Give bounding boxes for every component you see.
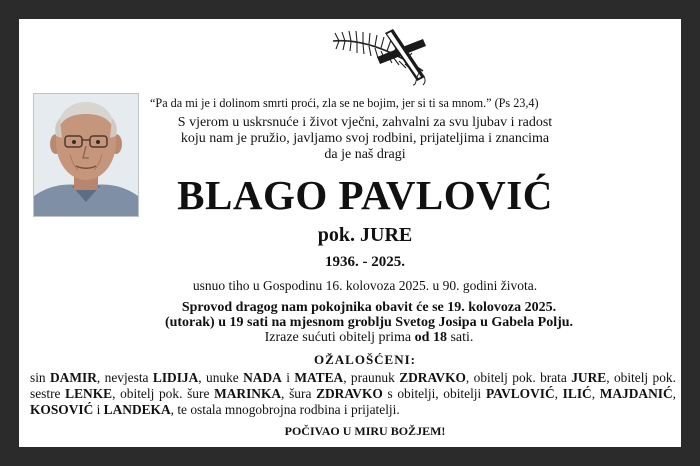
mourner-name: MATEA bbox=[294, 370, 344, 385]
mourner-name: KOSOVIĆ bbox=[30, 402, 94, 417]
bible-quote: “Pa da mi je i dolinom smrti proći, zla se ne bojim, jer si ti sa mnom.” (Ps 23,4) bbox=[150, 96, 539, 110]
intro-text bbox=[147, 115, 583, 163]
life-years: 1936. - 2025. bbox=[325, 254, 405, 270]
mourner-name: MARINKA bbox=[214, 386, 282, 401]
mourner-text: , unuke bbox=[198, 370, 244, 385]
mourner-name: NADA bbox=[243, 370, 282, 385]
mourner-text: , nevjesta bbox=[96, 370, 153, 385]
mourner-name: LANDEKA bbox=[103, 402, 171, 417]
mourner-name: MAJDANIĆ bbox=[599, 386, 673, 401]
condolence-text: sati. bbox=[446, 330, 474, 345]
mourner-text: i bbox=[93, 402, 104, 417]
funeral-info bbox=[89, 300, 649, 345]
funeral-text: (utorak) u bbox=[164, 315, 230, 330]
mourner-name: ZDRAVKO bbox=[316, 386, 383, 401]
intro-line: S vjerom u uskrsnuće i život vječni, zahvalni za svu ljubav i radost bbox=[177, 115, 553, 130]
mourner-name: ZDRAVKO bbox=[399, 370, 466, 385]
obituary-card bbox=[19, 19, 681, 447]
mourner-text: sin bbox=[30, 370, 51, 385]
funeral-time: 19 sati bbox=[229, 315, 268, 330]
deceased-photo bbox=[33, 93, 139, 217]
funeral-date: 19. kolovoza 2025. bbox=[447, 300, 557, 315]
mourner-text: , te ostala mnogobrojna rodbina i prijatelji. bbox=[170, 402, 400, 417]
condolence-time: od 18 bbox=[414, 330, 447, 345]
mourner-text: , praunuk bbox=[343, 370, 400, 385]
rest-in-peace: POČIVAO U MIRU BOŽJEM! bbox=[284, 424, 446, 438]
mourner-text: , šura bbox=[281, 386, 317, 401]
mourner-name: JURE bbox=[571, 370, 607, 385]
death-notice: usnuo tiho u Gospodinu 16. kolovoza 2025. u 90. godini života. bbox=[192, 278, 538, 293]
funeral-text: Sprovod dragog nam pokojnika obavit će se bbox=[181, 300, 448, 315]
funeral-line bbox=[89, 315, 649, 330]
mourner-text: , bbox=[554, 386, 563, 401]
mourner-name: ILIĆ bbox=[562, 386, 592, 401]
mourner-text: , obitelj pok. brata bbox=[465, 370, 572, 385]
mourner-text: , bbox=[591, 386, 600, 401]
mourner-text: s obitelji, obitelji bbox=[382, 386, 486, 401]
mourner-name: PAVLOVIĆ bbox=[485, 386, 555, 401]
mourner-name: LIDIJA bbox=[152, 370, 199, 385]
condolence-text: Izraze sućuti obitelj prima bbox=[264, 330, 415, 345]
mourner-text: , obitelj pok. šure bbox=[112, 386, 215, 401]
mourners-title: OŽALOŠĆENI: bbox=[313, 352, 417, 367]
mourner-name: LENKE bbox=[65, 386, 113, 401]
deceased-name: BLAGO PAVLOVIĆ bbox=[177, 172, 553, 218]
intro-line: da je naš dragi bbox=[324, 147, 406, 162]
mourner-text: , bbox=[672, 386, 676, 401]
father-name: pok. JURE bbox=[317, 224, 413, 246]
condolence-line bbox=[89, 330, 649, 345]
mourner-text: i bbox=[281, 370, 295, 385]
mourners-list bbox=[30, 370, 676, 418]
mourner-name: DAMIR bbox=[50, 370, 97, 385]
funeral-text: na mjesnom groblju Svetog Josipa u Gabela Polju. bbox=[268, 315, 574, 330]
cross-with-palm-icon bbox=[327, 27, 433, 87]
funeral-line bbox=[89, 300, 649, 315]
mourner-text: , obitelj pok. sestre bbox=[30, 370, 676, 401]
intro-line: koju nam je pružio, javljamo svoj rodbini, prijateljima i znancima bbox=[180, 131, 550, 146]
portrait-image bbox=[34, 94, 138, 216]
